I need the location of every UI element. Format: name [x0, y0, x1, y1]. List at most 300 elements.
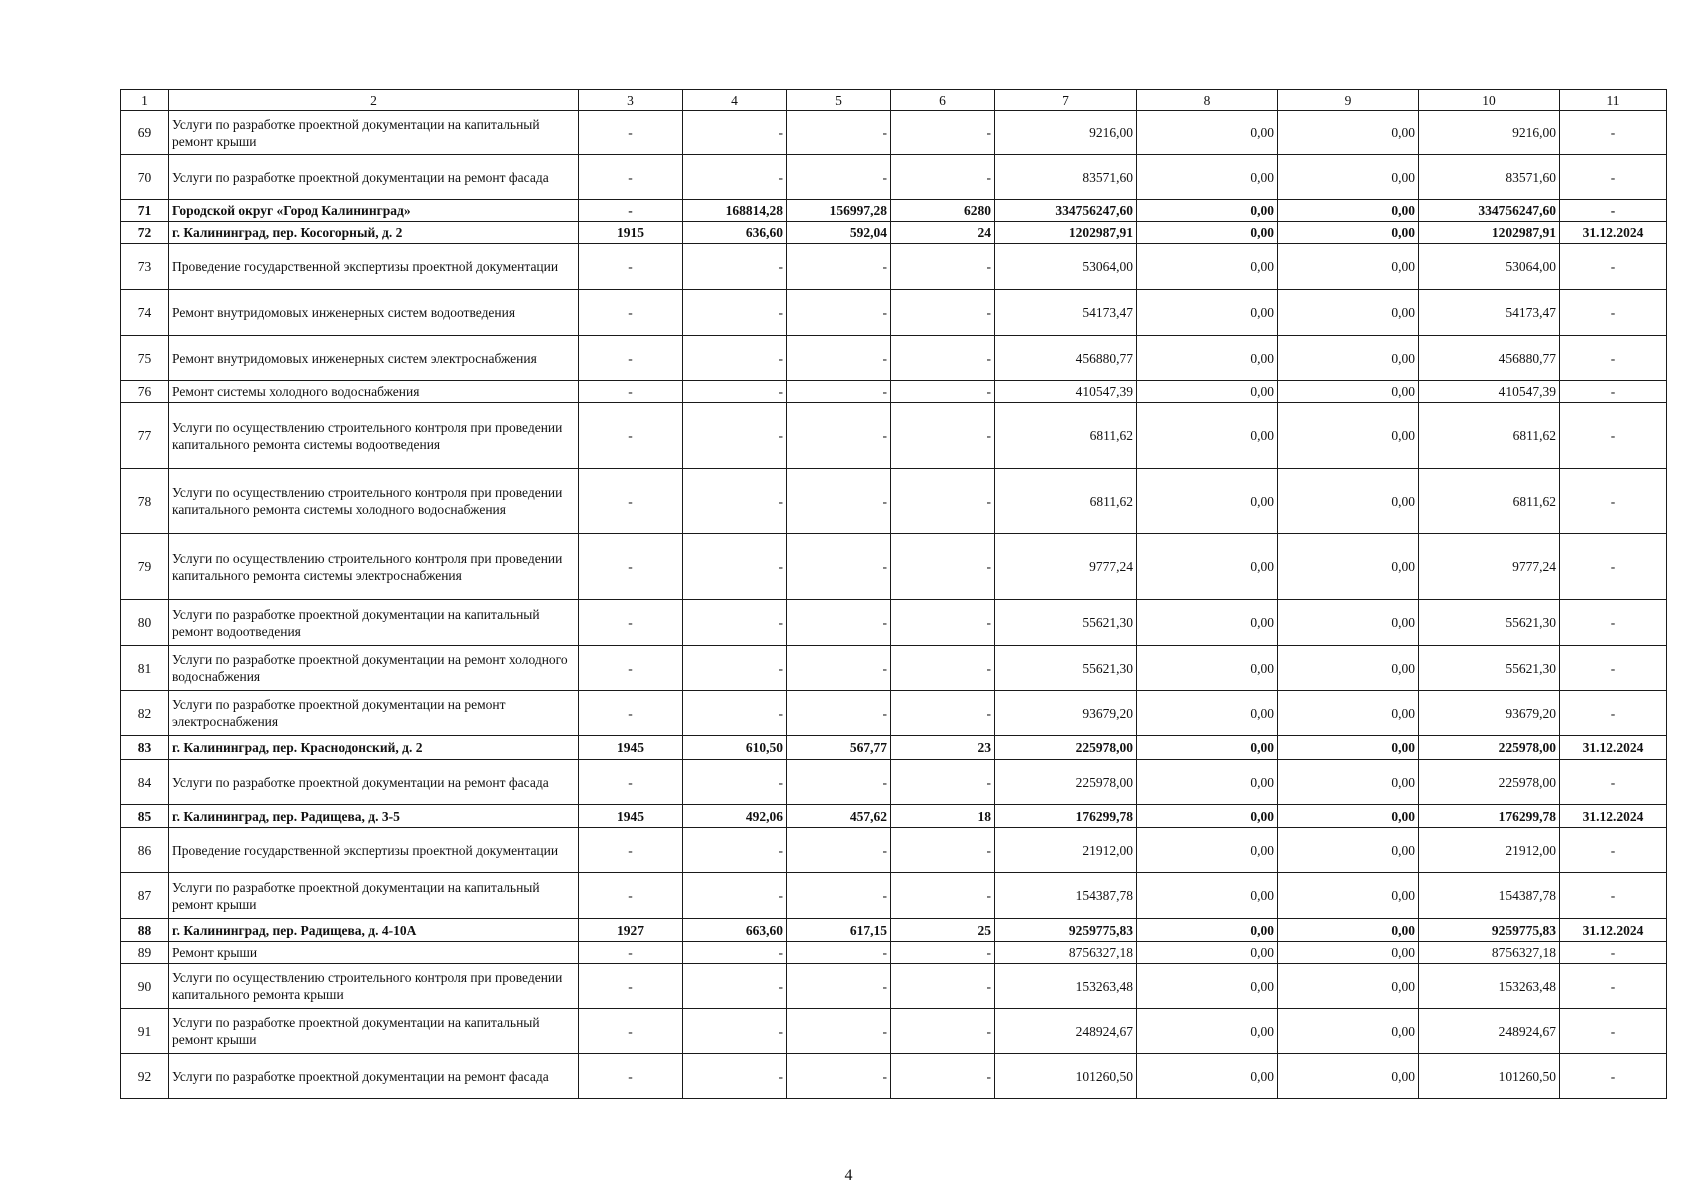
living-area-cell: - — [787, 336, 891, 381]
fund-cost-cell: 0,00 — [1137, 919, 1278, 942]
year-cell: - — [579, 469, 683, 534]
area-cell: - — [683, 1009, 787, 1054]
deadline-cell: - — [1560, 336, 1667, 381]
total-cost-cell: 54173,47 — [995, 290, 1137, 336]
living-area-cell: 156997,28 — [787, 200, 891, 222]
area-cell: - — [683, 290, 787, 336]
item-name-cell: Услуги по осуществлению строительного контроля при проведении капитального ремонта крыши — [169, 964, 579, 1009]
deadline-cell: - — [1560, 155, 1667, 200]
fund-cost-cell: 0,00 — [1137, 381, 1278, 403]
column-header: 4 — [683, 90, 787, 111]
year-cell: - — [579, 600, 683, 646]
living-area-cell: - — [787, 760, 891, 805]
budget-cost-cell: 0,00 — [1278, 691, 1419, 736]
budget-cost-cell: 0,00 — [1278, 222, 1419, 244]
residents-cell: - — [891, 1054, 995, 1099]
item-name-cell: Услуги по разработке проектной документации на капитальный ремонт водоотведения — [169, 600, 579, 646]
residents-cell: 18 — [891, 805, 995, 828]
budget-cost-cell: 0,00 — [1278, 942, 1419, 964]
year-cell: - — [579, 828, 683, 873]
year-cell: - — [579, 691, 683, 736]
total-cost-cell: 9777,24 — [995, 534, 1137, 600]
deadline-cell: 31.12.2024 — [1560, 805, 1667, 828]
living-area-cell: - — [787, 942, 891, 964]
living-area-cell: - — [787, 1054, 891, 1099]
owner-cost-cell: 101260,50 — [1419, 1054, 1560, 1099]
deadline-cell: - — [1560, 534, 1667, 600]
table-row — [121, 646, 1667, 691]
owner-cost-cell: 9216,00 — [1419, 111, 1560, 155]
residents-cell: - — [891, 760, 995, 805]
residents-cell: - — [891, 942, 995, 964]
fund-cost-cell: 0,00 — [1137, 244, 1278, 290]
residents-cell: 24 — [891, 222, 995, 244]
budget-cost-cell: 0,00 — [1278, 873, 1419, 919]
column-header: 5 — [787, 90, 891, 111]
deadline-cell: - — [1560, 1054, 1667, 1099]
item-name-cell: Проведение государственной экспертизы проектной документации — [169, 244, 579, 290]
living-area-cell: - — [787, 244, 891, 290]
living-area-cell: - — [787, 290, 891, 336]
budget-cost-cell: 0,00 — [1278, 600, 1419, 646]
deadline-cell: - — [1560, 873, 1667, 919]
area-cell: - — [683, 244, 787, 290]
year-cell: - — [579, 381, 683, 403]
column-header: 2 — [169, 90, 579, 111]
item-name-cell: Услуги по разработке проектной документации на ремонт фасада — [169, 155, 579, 200]
total-cost-cell: 55621,30 — [995, 646, 1137, 691]
residents-cell: 25 — [891, 919, 995, 942]
item-name-cell: Услуги по разработке проектной документации на ремонт фасада — [169, 760, 579, 805]
owner-cost-cell: 225978,00 — [1419, 760, 1560, 805]
area-cell: 492,06 — [683, 805, 787, 828]
area-cell: - — [683, 873, 787, 919]
table-row — [121, 736, 1667, 760]
area-cell: - — [683, 534, 787, 600]
total-cost-cell: 153263,48 — [995, 964, 1137, 1009]
item-name-cell: г. Калининград, пер. Краснодонский, д. 2 — [169, 736, 579, 760]
total-cost-cell: 1202987,91 — [995, 222, 1137, 244]
area-cell: - — [683, 646, 787, 691]
budget-cost-cell: 0,00 — [1278, 111, 1419, 155]
fund-cost-cell: 0,00 — [1137, 222, 1278, 244]
budget-cost-cell: 0,00 — [1278, 244, 1419, 290]
row-number-cell: 69 — [121, 111, 169, 155]
total-cost-cell: 248924,67 — [995, 1009, 1137, 1054]
year-cell: - — [579, 290, 683, 336]
total-cost-cell: 176299,78 — [995, 805, 1137, 828]
fund-cost-cell: 0,00 — [1137, 290, 1278, 336]
item-name-cell: Услуги по осуществлению строительного контроля при проведении капитального ремонта системы холодного водоснабжения — [169, 469, 579, 534]
row-number-cell: 88 — [121, 919, 169, 942]
owner-cost-cell: 9259775,83 — [1419, 919, 1560, 942]
table-row — [121, 155, 1667, 200]
budget-cost-cell: 0,00 — [1278, 760, 1419, 805]
total-cost-cell: 83571,60 — [995, 155, 1137, 200]
year-cell: - — [579, 646, 683, 691]
column-header: 3 — [579, 90, 683, 111]
living-area-cell: - — [787, 403, 891, 469]
capital-repair-table — [120, 89, 1667, 1099]
owner-cost-cell: 248924,67 — [1419, 1009, 1560, 1054]
row-number-cell: 73 — [121, 244, 169, 290]
residents-cell: - — [891, 691, 995, 736]
fund-cost-cell: 0,00 — [1137, 760, 1278, 805]
column-header: 7 — [995, 90, 1137, 111]
item-name-cell: Ремонт внутридомовых инженерных систем водоотведения — [169, 290, 579, 336]
living-area-cell: - — [787, 111, 891, 155]
area-cell: - — [683, 155, 787, 200]
residents-cell: - — [891, 600, 995, 646]
living-area-cell: - — [787, 155, 891, 200]
budget-cost-cell: 0,00 — [1278, 964, 1419, 1009]
living-area-cell: - — [787, 469, 891, 534]
budget-cost-cell: 0,00 — [1278, 534, 1419, 600]
fund-cost-cell: 0,00 — [1137, 600, 1278, 646]
residents-cell: - — [891, 828, 995, 873]
residents-cell: - — [891, 403, 995, 469]
year-cell: - — [579, 111, 683, 155]
deadline-cell: - — [1560, 1009, 1667, 1054]
year-cell: - — [579, 200, 683, 222]
budget-cost-cell: 0,00 — [1278, 646, 1419, 691]
deadline-cell: 31.12.2024 — [1560, 919, 1667, 942]
year-cell: 1915 — [579, 222, 683, 244]
residents-cell: - — [891, 381, 995, 403]
row-number-cell: 84 — [121, 760, 169, 805]
item-name-cell: Ремонт системы холодного водоснабжения — [169, 381, 579, 403]
fund-cost-cell: 0,00 — [1137, 155, 1278, 200]
year-cell: 1945 — [579, 736, 683, 760]
living-area-cell: - — [787, 964, 891, 1009]
owner-cost-cell: 53064,00 — [1419, 244, 1560, 290]
area-cell: - — [683, 691, 787, 736]
table-row — [121, 244, 1667, 290]
owner-cost-cell: 9777,24 — [1419, 534, 1560, 600]
budget-cost-cell: 0,00 — [1278, 290, 1419, 336]
area-cell: 636,60 — [683, 222, 787, 244]
living-area-cell: - — [787, 873, 891, 919]
budget-cost-cell: 0,00 — [1278, 828, 1419, 873]
area-cell: - — [683, 381, 787, 403]
total-cost-cell: 6811,62 — [995, 403, 1137, 469]
owner-cost-cell: 153263,48 — [1419, 964, 1560, 1009]
year-cell: - — [579, 760, 683, 805]
table-row — [121, 1054, 1667, 1099]
year-cell: 1945 — [579, 805, 683, 828]
row-number-cell: 81 — [121, 646, 169, 691]
table-row — [121, 873, 1667, 919]
budget-cost-cell: 0,00 — [1278, 1054, 1419, 1099]
table-row — [121, 469, 1667, 534]
budget-cost-cell: 0,00 — [1278, 469, 1419, 534]
area-cell: - — [683, 600, 787, 646]
owner-cost-cell: 83571,60 — [1419, 155, 1560, 200]
fund-cost-cell: 0,00 — [1137, 942, 1278, 964]
fund-cost-cell: 0,00 — [1137, 805, 1278, 828]
column-header: 1 — [121, 90, 169, 111]
table-row — [121, 828, 1667, 873]
item-name-cell: г. Калининград, пер. Косогорный, д. 2 — [169, 222, 579, 244]
fund-cost-cell: 0,00 — [1137, 111, 1278, 155]
table-row — [121, 964, 1667, 1009]
row-number-cell: 90 — [121, 964, 169, 1009]
living-area-cell: - — [787, 828, 891, 873]
year-cell: - — [579, 155, 683, 200]
residents-cell: 6280 — [891, 200, 995, 222]
year-cell: - — [579, 244, 683, 290]
row-number-cell: 70 — [121, 155, 169, 200]
item-name-cell: Услуги по разработке проектной документации на капитальный ремонт крыши — [169, 111, 579, 155]
budget-cost-cell: 0,00 — [1278, 403, 1419, 469]
total-cost-cell: 53064,00 — [995, 244, 1137, 290]
fund-cost-cell: 0,00 — [1137, 1009, 1278, 1054]
total-cost-cell: 9216,00 — [995, 111, 1137, 155]
deadline-cell: 31.12.2024 — [1560, 222, 1667, 244]
total-cost-cell: 225978,00 — [995, 760, 1137, 805]
budget-cost-cell: 0,00 — [1278, 200, 1419, 222]
table-row — [121, 805, 1667, 828]
owner-cost-cell: 456880,77 — [1419, 336, 1560, 381]
year-cell: - — [579, 336, 683, 381]
table-row — [121, 919, 1667, 942]
total-cost-cell: 8756327,18 — [995, 942, 1137, 964]
fund-cost-cell: 0,00 — [1137, 336, 1278, 381]
row-number-cell: 87 — [121, 873, 169, 919]
table-row — [121, 691, 1667, 736]
area-cell: - — [683, 964, 787, 1009]
fund-cost-cell: 0,00 — [1137, 534, 1278, 600]
year-cell: - — [579, 1054, 683, 1099]
residents-cell: - — [891, 111, 995, 155]
row-number-cell: 80 — [121, 600, 169, 646]
row-number-cell: 82 — [121, 691, 169, 736]
row-number-cell: 85 — [121, 805, 169, 828]
budget-cost-cell: 0,00 — [1278, 736, 1419, 760]
fund-cost-cell: 0,00 — [1137, 646, 1278, 691]
table-row — [121, 600, 1667, 646]
area-cell: - — [683, 760, 787, 805]
table-row — [121, 942, 1667, 964]
area-cell: - — [683, 1054, 787, 1099]
table-row — [121, 381, 1667, 403]
residents-cell: 23 — [891, 736, 995, 760]
area-cell: 610,50 — [683, 736, 787, 760]
budget-cost-cell: 0,00 — [1278, 336, 1419, 381]
page-number: 4 — [844, 1167, 853, 1184]
column-number-row — [121, 90, 1667, 111]
item-name-cell: Услуги по осуществлению строительного контроля при проведении капитального ремонта системы электроснабжения — [169, 534, 579, 600]
fund-cost-cell: 0,00 — [1137, 403, 1278, 469]
year-cell: - — [579, 534, 683, 600]
column-header: 9 — [1278, 90, 1419, 111]
table-row — [121, 200, 1667, 222]
owner-cost-cell: 55621,30 — [1419, 600, 1560, 646]
fund-cost-cell: 0,00 — [1137, 828, 1278, 873]
area-cell: - — [683, 828, 787, 873]
fund-cost-cell: 0,00 — [1137, 691, 1278, 736]
owner-cost-cell: 6811,62 — [1419, 469, 1560, 534]
total-cost-cell: 456880,77 — [995, 336, 1137, 381]
residents-cell: - — [891, 469, 995, 534]
deadline-cell: - — [1560, 828, 1667, 873]
deadline-cell: - — [1560, 469, 1667, 534]
fund-cost-cell: 0,00 — [1137, 200, 1278, 222]
area-cell: 168814,28 — [683, 200, 787, 222]
year-cell: 1927 — [579, 919, 683, 942]
row-number-cell: 77 — [121, 403, 169, 469]
deadline-cell: - — [1560, 646, 1667, 691]
total-cost-cell: 55621,30 — [995, 600, 1137, 646]
area-cell: 663,60 — [683, 919, 787, 942]
living-area-cell: - — [787, 600, 891, 646]
row-number-cell: 91 — [121, 1009, 169, 1054]
row-number-cell: 83 — [121, 736, 169, 760]
owner-cost-cell: 154387,78 — [1419, 873, 1560, 919]
residents-cell: - — [891, 534, 995, 600]
row-number-cell: 92 — [121, 1054, 169, 1099]
residents-cell: - — [891, 873, 995, 919]
budget-cost-cell: 0,00 — [1278, 381, 1419, 403]
budget-cost-cell: 0,00 — [1278, 805, 1419, 828]
residents-cell: - — [891, 1009, 995, 1054]
residents-cell: - — [891, 244, 995, 290]
living-area-cell: - — [787, 534, 891, 600]
area-cell: - — [683, 336, 787, 381]
fund-cost-cell: 0,00 — [1137, 469, 1278, 534]
row-number-cell: 86 — [121, 828, 169, 873]
living-area-cell: - — [787, 1009, 891, 1054]
total-cost-cell: 93679,20 — [995, 691, 1137, 736]
row-number-cell: 72 — [121, 222, 169, 244]
total-cost-cell: 6811,62 — [995, 469, 1137, 534]
area-cell: - — [683, 942, 787, 964]
total-cost-cell: 410547,39 — [995, 381, 1137, 403]
fund-cost-cell: 0,00 — [1137, 1054, 1278, 1099]
table-row — [121, 1009, 1667, 1054]
living-area-cell: 617,15 — [787, 919, 891, 942]
residents-cell: - — [891, 155, 995, 200]
living-area-cell: - — [787, 381, 891, 403]
year-cell: - — [579, 964, 683, 1009]
table-row — [121, 222, 1667, 244]
deadline-cell: - — [1560, 111, 1667, 155]
fund-cost-cell: 0,00 — [1137, 964, 1278, 1009]
row-number-cell: 75 — [121, 336, 169, 381]
owner-cost-cell: 6811,62 — [1419, 403, 1560, 469]
owner-cost-cell: 54173,47 — [1419, 290, 1560, 336]
area-cell: - — [683, 111, 787, 155]
owner-cost-cell: 1202987,91 — [1419, 222, 1560, 244]
deadline-cell: - — [1560, 691, 1667, 736]
total-cost-cell: 21912,00 — [995, 828, 1137, 873]
deadline-cell: - — [1560, 244, 1667, 290]
item-name-cell: Услуги по разработке проектной документации на ремонт фасада — [169, 1054, 579, 1099]
owner-cost-cell: 225978,00 — [1419, 736, 1560, 760]
item-name-cell: Проведение государственной экспертизы проектной документации — [169, 828, 579, 873]
table-row — [121, 403, 1667, 469]
total-cost-cell: 334756247,60 — [995, 200, 1137, 222]
table-row — [121, 760, 1667, 805]
fund-cost-cell: 0,00 — [1137, 736, 1278, 760]
table-row — [121, 290, 1667, 336]
year-cell: - — [579, 403, 683, 469]
column-header: 11 — [1560, 90, 1667, 111]
item-name-cell: г. Калининград, пер. Радищева, д. 3-5 — [169, 805, 579, 828]
column-header: 10 — [1419, 90, 1560, 111]
living-area-cell: - — [787, 646, 891, 691]
column-header: 8 — [1137, 90, 1278, 111]
budget-cost-cell: 0,00 — [1278, 155, 1419, 200]
year-cell: - — [579, 942, 683, 964]
deadline-cell: - — [1560, 964, 1667, 1009]
residents-cell: - — [891, 336, 995, 381]
residents-cell: - — [891, 646, 995, 691]
owner-cost-cell: 21912,00 — [1419, 828, 1560, 873]
row-number-cell: 89 — [121, 942, 169, 964]
area-cell: - — [683, 403, 787, 469]
table-row — [121, 111, 1667, 155]
deadline-cell: - — [1560, 200, 1667, 222]
deadline-cell: - — [1560, 600, 1667, 646]
owner-cost-cell: 176299,78 — [1419, 805, 1560, 828]
row-number-cell: 78 — [121, 469, 169, 534]
living-area-cell: 592,04 — [787, 222, 891, 244]
document-sheet — [120, 89, 1666, 1099]
row-number-cell: 79 — [121, 534, 169, 600]
total-cost-cell: 154387,78 — [995, 873, 1137, 919]
deadline-cell: - — [1560, 290, 1667, 336]
fund-cost-cell: 0,00 — [1137, 873, 1278, 919]
item-name-cell: Услуги по разработке проектной документации на капитальный ремонт крыши — [169, 873, 579, 919]
year-cell: - — [579, 873, 683, 919]
budget-cost-cell: 0,00 — [1278, 919, 1419, 942]
table-body — [121, 111, 1667, 1099]
owner-cost-cell: 8756327,18 — [1419, 942, 1560, 964]
item-name-cell: Ремонт внутридомовых инженерных систем электроснабжения — [169, 336, 579, 381]
owner-cost-cell: 334756247,60 — [1419, 200, 1560, 222]
year-cell: - — [579, 1009, 683, 1054]
area-cell: - — [683, 469, 787, 534]
deadline-cell: - — [1560, 942, 1667, 964]
residents-cell: - — [891, 290, 995, 336]
item-name-cell: Городской округ «Город Калининград» — [169, 200, 579, 222]
row-number-cell: 74 — [121, 290, 169, 336]
deadline-cell: - — [1560, 403, 1667, 469]
deadline-cell: - — [1560, 760, 1667, 805]
table-row — [121, 336, 1667, 381]
living-area-cell: - — [787, 691, 891, 736]
item-name-cell: Услуги по осуществлению строительного контроля при проведении капитального ремонта системы водоотведения — [169, 403, 579, 469]
owner-cost-cell: 55621,30 — [1419, 646, 1560, 691]
item-name-cell: Услуги по разработке проектной документации на ремонт электроснабжения — [169, 691, 579, 736]
table-row — [121, 534, 1667, 600]
item-name-cell: Ремонт крыши — [169, 942, 579, 964]
item-name-cell: г. Калининград, пер. Радищева, д. 4-10А — [169, 919, 579, 942]
owner-cost-cell: 93679,20 — [1419, 691, 1560, 736]
owner-cost-cell: 410547,39 — [1419, 381, 1560, 403]
total-cost-cell: 9259775,83 — [995, 919, 1137, 942]
residents-cell: - — [891, 964, 995, 1009]
item-name-cell: Услуги по разработке проектной документации на капитальный ремонт крыши — [169, 1009, 579, 1054]
column-header: 6 — [891, 90, 995, 111]
deadline-cell: 31.12.2024 — [1560, 736, 1667, 760]
total-cost-cell: 225978,00 — [995, 736, 1137, 760]
item-name-cell: Услуги по разработке проектной документации на ремонт холодного водоснабжения — [169, 646, 579, 691]
total-cost-cell: 101260,50 — [995, 1054, 1137, 1099]
row-number-cell: 76 — [121, 381, 169, 403]
living-area-cell: 457,62 — [787, 805, 891, 828]
